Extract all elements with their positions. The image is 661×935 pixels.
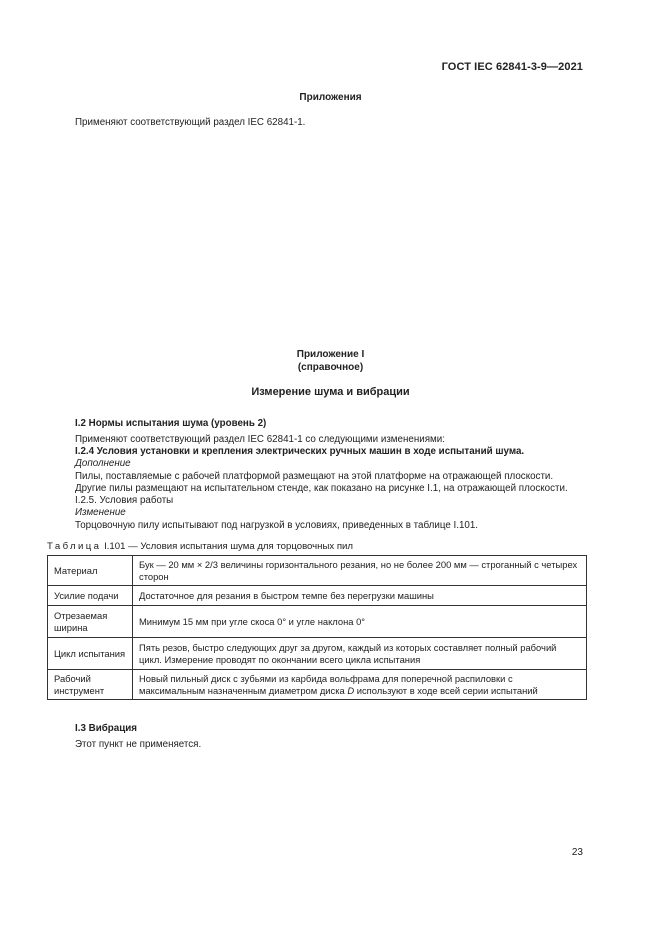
noise-test-conditions-table bbox=[47, 555, 587, 700]
table-row bbox=[48, 638, 587, 670]
noise-paragraph-3: Другие пилы размещают на испытательном стенде, как показано на рисунке I.1, на отражающей плоскости. bbox=[75, 483, 568, 494]
table-cell-label: Усилие подачи bbox=[48, 586, 133, 606]
table-caption-word: Таблица bbox=[47, 541, 102, 552]
table-cell-value: Достаточное для резания в быстром темпе без перегрузки машины bbox=[133, 586, 587, 606]
annex-heading: Измерение шума и вибрации bbox=[251, 386, 410, 398]
appendices-text: Применяют соответствующий раздел IEC 62841-1. bbox=[75, 117, 306, 128]
noise-section-title: I.2 Нормы испытания шума (уровень 2) bbox=[75, 418, 267, 429]
table-cell-label: Цикл испытания bbox=[48, 638, 133, 670]
table-cell-label: Материал bbox=[48, 556, 133, 586]
noise-paragraph-4: I.2.5. Условия работы bbox=[75, 495, 174, 506]
table-cell-label: Рабочий инструмент bbox=[48, 670, 133, 700]
annex-subtitle: (справочное) bbox=[297, 362, 364, 373]
noise-paragraph-5: Торцовочную пилу испытывают под нагрузкой в условиях, приведенных в таблице I.101. bbox=[75, 520, 479, 531]
addition-label: Дополнение bbox=[75, 458, 131, 469]
table-cell-value-part: используют в ходе всей серии испытаний bbox=[354, 684, 538, 696]
annex-title: Приложение I bbox=[296, 349, 365, 360]
table-row bbox=[48, 556, 587, 586]
vibration-text: Этот пункт не применяется. bbox=[75, 739, 202, 750]
page-number: 23 bbox=[571, 847, 583, 858]
table-row bbox=[48, 606, 587, 638]
change-label: Изменение bbox=[75, 507, 126, 518]
table-row bbox=[48, 670, 587, 700]
vibration-section-title: I.3 Вибрация bbox=[75, 723, 137, 734]
appendices-title: Приложения bbox=[299, 92, 362, 103]
table-row bbox=[48, 586, 587, 606]
table-cell-value-part: Новый пильный диск с зубьями из карбида вольфрама для поперечной распиловки с максимальным назначенным диаметром диска bbox=[139, 673, 513, 696]
table-cell-value: Бук — 20 мм × 2/3 величины горизонтального резания, но не более 200 мм — строганный с четырех сторон bbox=[133, 556, 587, 586]
table-cell-value: Минимум 15 мм при угле скоса 0° и угле наклона 0° bbox=[133, 606, 587, 638]
noise-subsection-title: I.2.4 Условия установки и крепления электрических ручных машин в ходе испытаний шума. bbox=[75, 446, 525, 457]
table-cell-value bbox=[133, 670, 587, 700]
diameter-variable: D bbox=[347, 684, 355, 696]
standard-designation: ГОСТ IEC 62841-3-9—2021 bbox=[441, 61, 583, 73]
table-cell-value: Пять резов, быстро следующих друг за другом, каждый из которых составляет полный рабочий цикл. Измерение проводят по окончании всего цикла испытания bbox=[133, 638, 587, 670]
noise-paragraph-2: Пилы, поставляемые с рабочей платформой размещают на этой платформе на отражающей плоскости. bbox=[75, 471, 554, 482]
table-caption-text: I.101 — Условия испытания шума для торцовочных пил bbox=[104, 541, 353, 552]
noise-paragraph-1: Применяют соответствующий раздел IEC 62841-1 со следующими изменениями: bbox=[75, 434, 445, 445]
table-cell-label: Отрезаемая ширина bbox=[48, 606, 133, 638]
table-caption bbox=[47, 541, 353, 552]
